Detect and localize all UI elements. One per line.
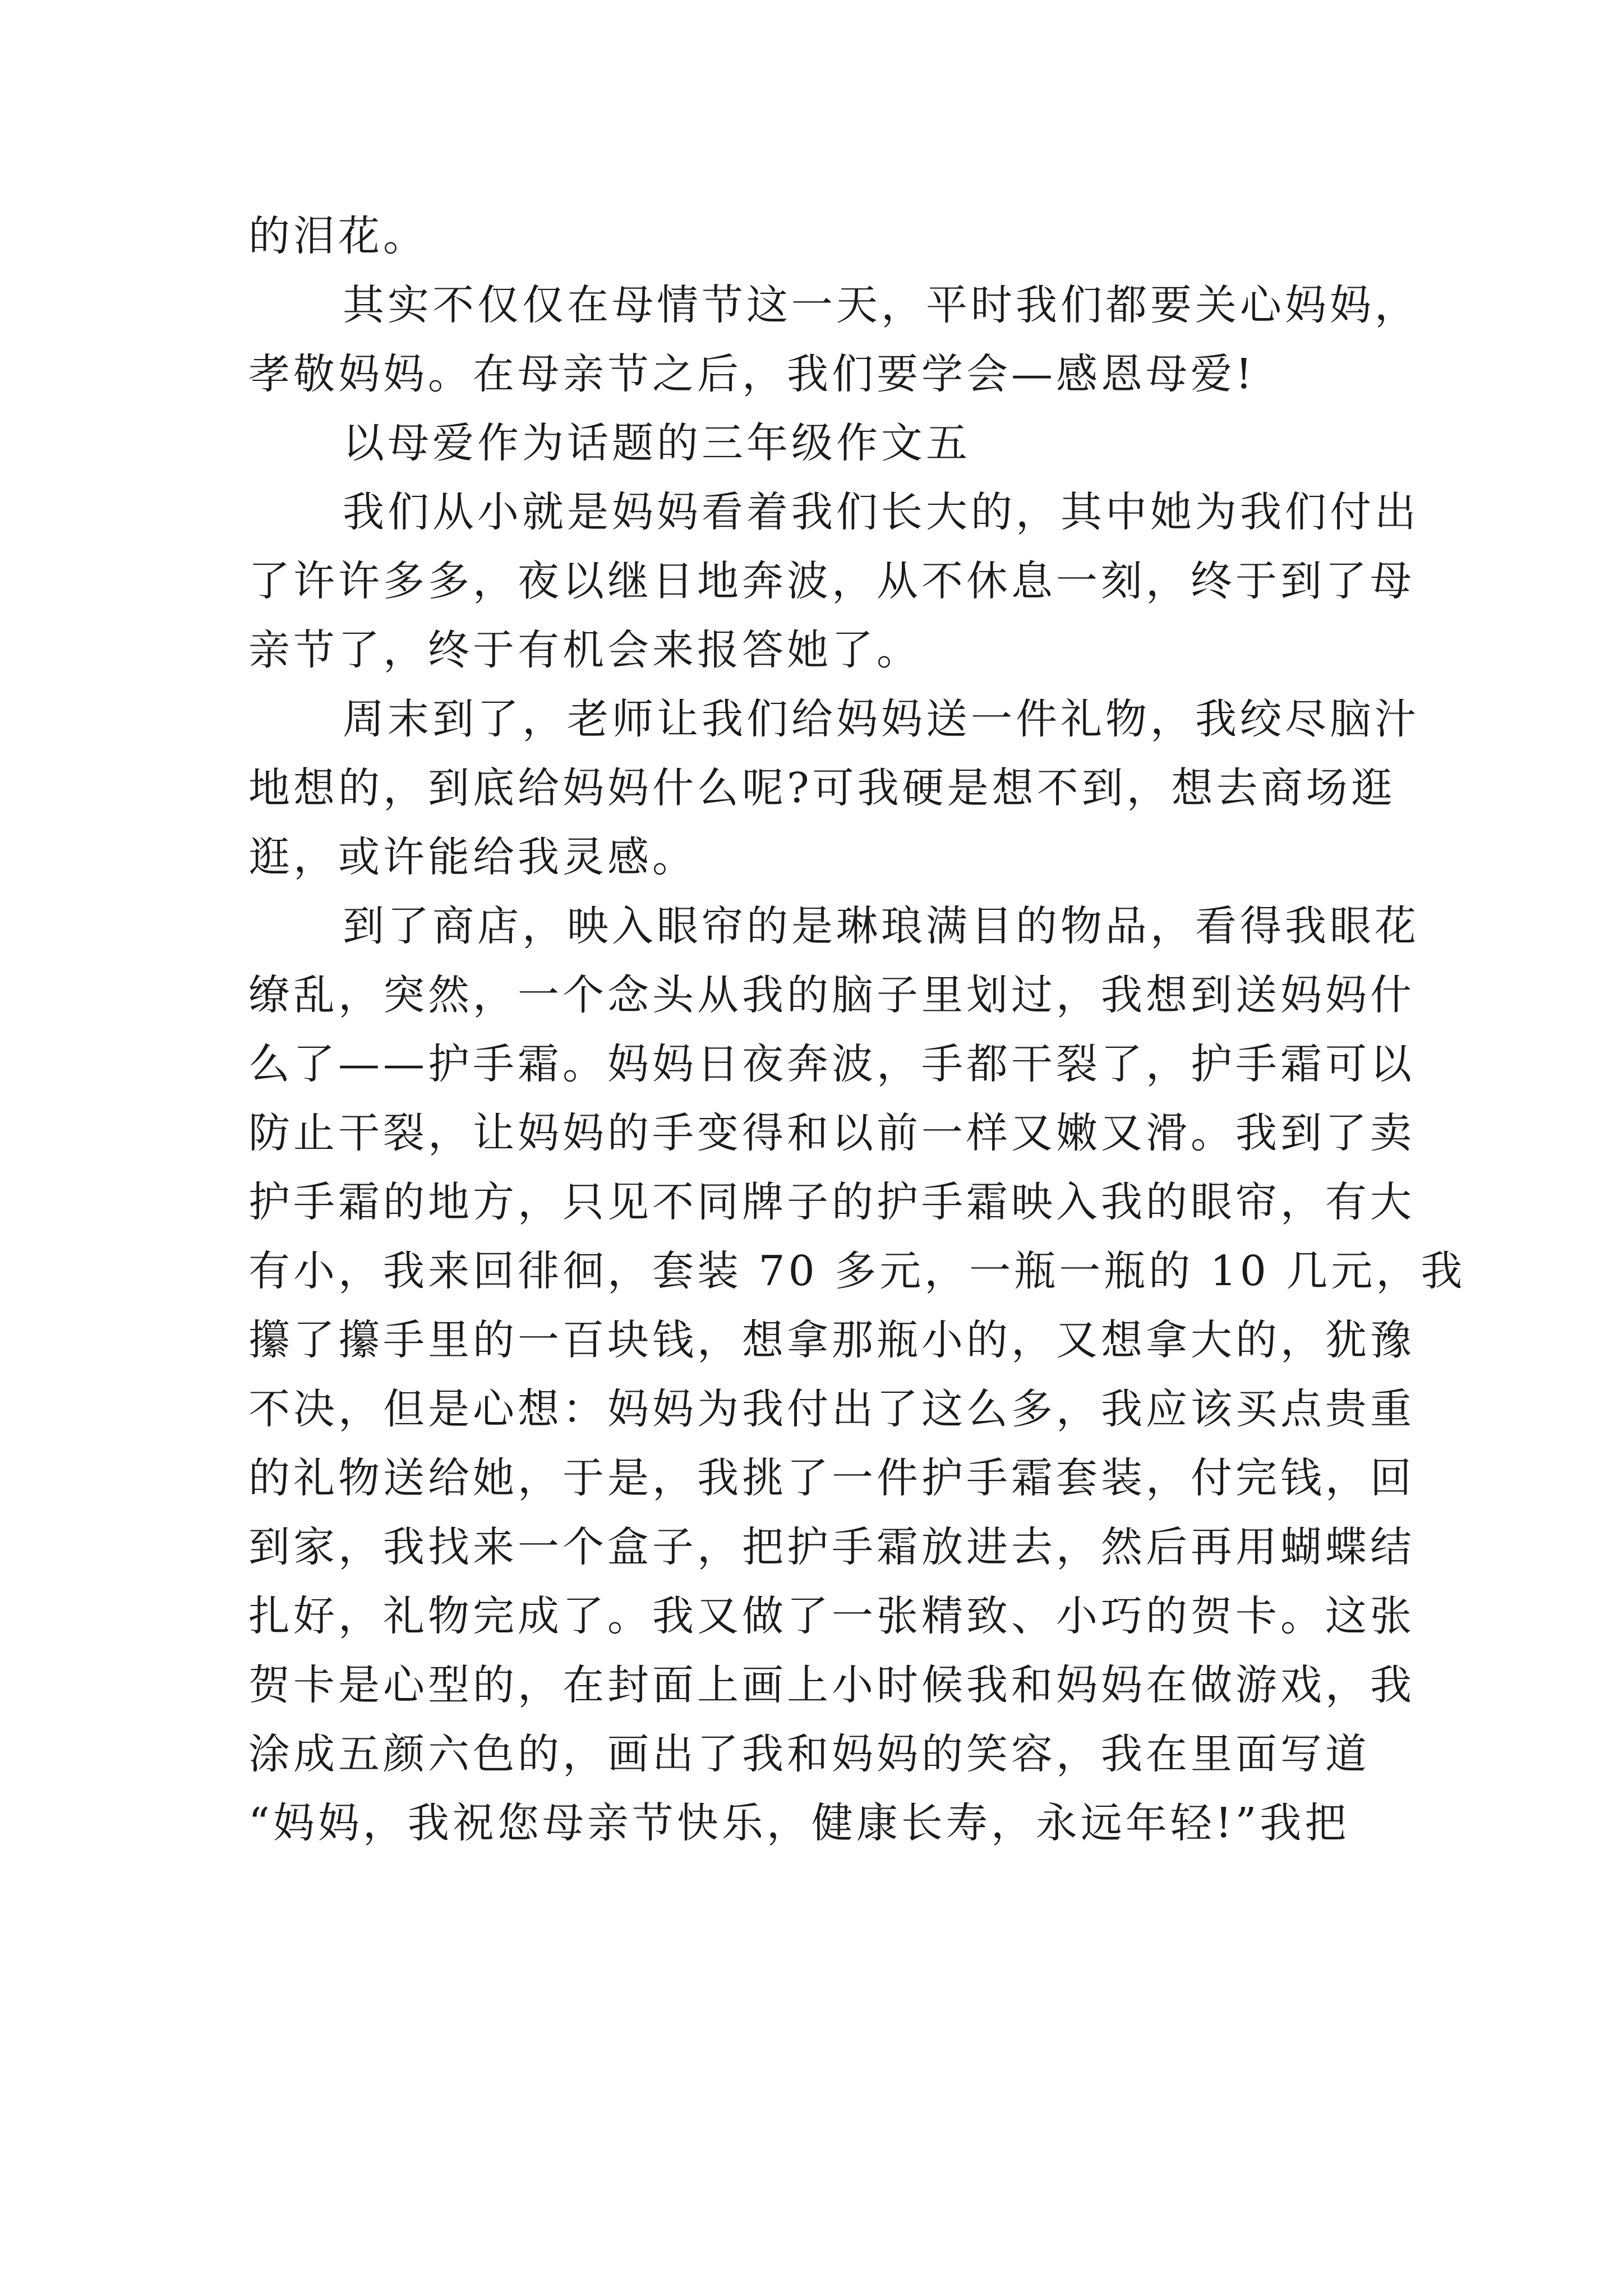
text-line: 涂成五颜六色的，画出了我和妈妈的笑容，我在里面写道 [248,1730,1370,1778]
text-line: 有小，我来回徘徊，套装 70 多元，一瓶一瓶的 10 几元，我 [248,1247,1466,1295]
text-line: 的泪花。 [248,212,428,260]
text-line: 攥了攥手里的一百块钱，想拿那瓶小的，又想拿大的，犹豫 [248,1316,1415,1364]
text-line: 贺卡是心型的，在封面上画上小时候我和妈妈在做游戏，我 [248,1661,1415,1709]
text-line: 么了——护手霜。妈妈日夜奔波，手都干裂了，护手霜可以 [248,1040,1415,1088]
essay-body [248,202,1466,1858]
text-line: 到家，我找来一个盒子，把护手霜放进去，然后再用蝴蝶结 [248,1523,1415,1571]
text-line: 的礼物送给她，于是，我挑了一件护手霜套装，付完钱，回 [248,1454,1415,1502]
text-line: 以母爱作为话题的三年级作文五 [343,419,971,467]
text-line: 不决，但是心想：妈妈为我付出了这么多，我应该买点贵重 [248,1385,1415,1433]
text-line: 到了商店，映入眼帘的是琳琅满目的物品，看得我眼花 [343,902,1419,950]
text-line: “妈妈，我祝您母亲节快乐，健康长寿，永远年轻!”我把 [248,1799,1350,1847]
text-line: 亲节了，终于有机会来报答她了。 [248,626,921,674]
text-line: 其实不仅仅在母情节这一天，平时我们都要关心妈妈， [343,281,1419,329]
text-line: 地想的，到底给妈妈什么呢?可我硬是想不到，想去商场逛 [248,764,1396,812]
text-line: 扎好，礼物完成了。我又做了一张精致、小巧的贺卡。这张 [248,1592,1415,1640]
text-line: 逛，或许能给我灵感。 [248,833,697,881]
text-line: 护手霜的地方，只见不同牌子的护手霜映入我的眼帘，有大 [248,1178,1415,1226]
text-line: 周末到了，老师让我们给妈妈送一件礼物，我绞尽脑汁 [343,695,1419,743]
text-line: 缭乱，突然，一个念头从我的脑子里划过，我想到送妈妈什 [248,971,1415,1019]
text-line: 防止干裂，让妈妈的手变得和以前一样又嫩又滑。我到了卖 [248,1109,1415,1157]
text-line: 了许许多多，夜以继日地奔波，从不休息一刻，终于到了母 [248,557,1415,605]
text-line: 我们从小就是妈妈看着我们长大的，其中她为我们付出 [343,488,1419,536]
text-line: 孝敬妈妈。在母亲节之后，我们要学会—感恩母爱! [248,350,1256,398]
